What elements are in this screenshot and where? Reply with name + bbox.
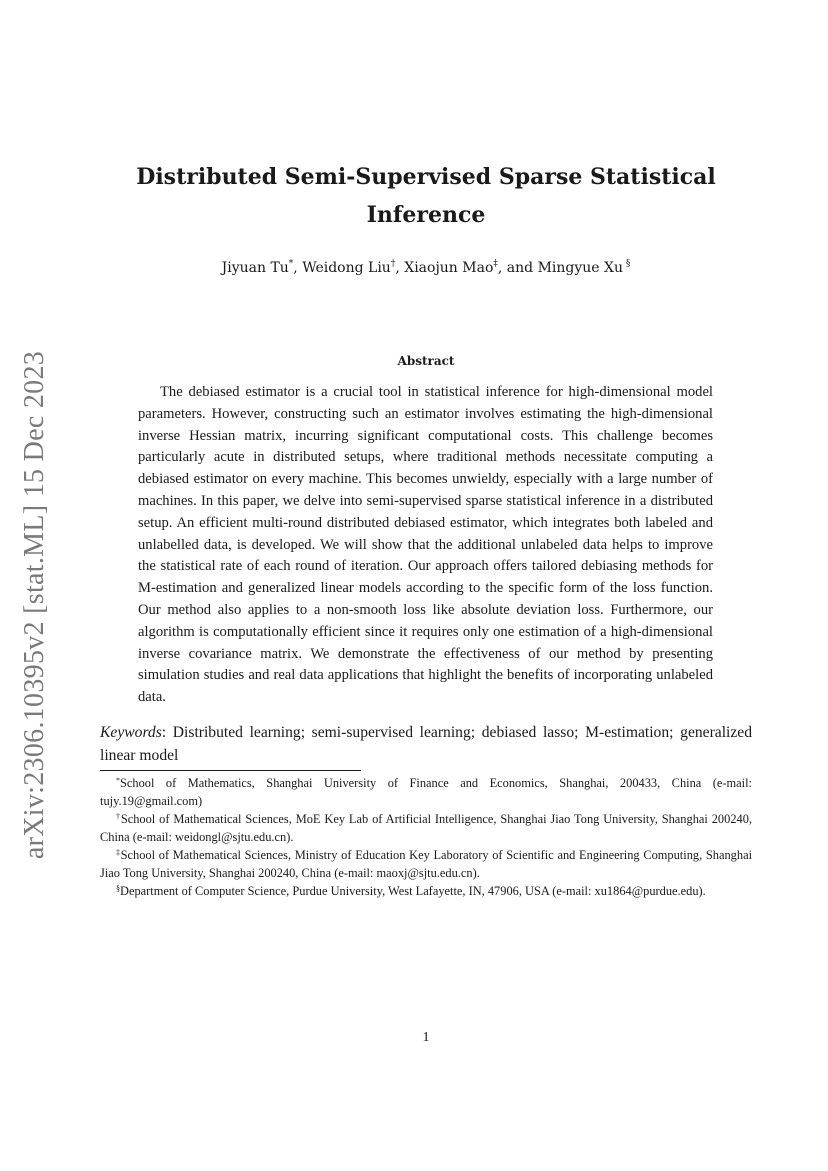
paper-title: Distributed Semi-Supervised Sparse Statistical Inference [136, 164, 716, 228]
footnote-mark: ‡ [116, 848, 121, 857]
author-name: Mingyue Xu [537, 260, 624, 276]
author-name: Xiaojun Mao [404, 260, 494, 276]
footnote-item [100, 882, 752, 900]
footnote-divider [100, 770, 361, 771]
author-affiliation-mark: † [390, 259, 396, 269]
author-list [100, 258, 752, 278]
author-affiliation-mark: § [623, 259, 631, 269]
author-affiliation-mark: ‡ [493, 259, 498, 269]
author-name: Weidong Liu [302, 260, 391, 276]
footnotes [100, 774, 752, 900]
footnote-mark: † [116, 812, 121, 821]
abstract-text: The debiased estimator is a crucial tool in statistical inference for high-dimensional model parameters. However, constructing such an estimator involves estimating the high-dimensional inverse Hessian matrix, incurring significant computational costs. This challenge becomes particularly acute in distributed setups, where traditional methods necessitate computing a debiased estimator on every machine. This becomes unwieldy, especially with a large number of machines. In this paper, we delve into semi-supervised sparse statistical inference in a distributed setup. An efficient multi-round distributed debiased estimator, which integrates both labeled and unlabelled data, is developed. We will show that the additional unlabeled data helps to improve the statistical rate of each round of iteration. Our approach offers tailored debiasing methods for M-estimation and generalized linear models according to the specific form of the loss function. Our method also applies to a non-smooth loss like absolute deviation loss. Furthermore, our algorithm is computationally efficient since it requires only one estimation of a high-dimensional inverse covariance matrix. We demonstrate the effectiveness of our method by presenting simulation studies and real data applications that highlight the benefits of incorporating unlabeled data. [138, 384, 713, 706]
author-affiliation-mark: * [288, 259, 294, 269]
footnote-text: Department of Computer Science, Purdue University, West Lafayette, IN, 47906, USA (e-mail: xu1864@purdue.edu). [120, 884, 706, 898]
footnote-text: School of Mathematical Sciences, Ministry of Education Key Laboratory of Scientific and Engineering Computing, Shanghai Jiao Tong University, Shanghai 200240, China (e-mail: maoxj@sjtu.edu.cn). [100, 848, 753, 880]
keywords-text: : Distributed learning; semi-supervised learning; debiased lasso; M-estimation; generalized linear model [100, 724, 752, 764]
arxiv-identifier [10, 345, 60, 865]
keywords-label: Keywords [100, 724, 162, 741]
arxiv-identifier-text: arXiv:2306.10395v2 [stat.ML] 15 Dec 2023 [19, 350, 51, 860]
author-separator: , [395, 260, 405, 276]
author-name: Jiyuan Tu [221, 260, 289, 276]
footnote-mark: * [116, 776, 120, 785]
footnote-text: School of Mathematical Sciences, MoE Key Lab of Artificial Intelligence, Shanghai Jiao Tong University, Shanghai 200240, China (e-mail: weidongl@sjtu.edu.cn). [100, 812, 753, 844]
author-separator: , [293, 260, 303, 276]
page-number: 1 [422, 1030, 430, 1045]
footnote-text: School of Mathematics, Shanghai University of Finance and Economics, Shanghai, 200433, China (e-mail: tujy.19@gmail.com) [100, 776, 752, 808]
footnote-item [100, 774, 752, 810]
footnote-mark: § [116, 884, 120, 893]
keywords-line [100, 721, 752, 767]
footnote-item [100, 846, 752, 882]
abstract-heading: Abstract [397, 354, 455, 368]
footnote-item [100, 810, 752, 846]
author-separator: , and [497, 260, 538, 276]
